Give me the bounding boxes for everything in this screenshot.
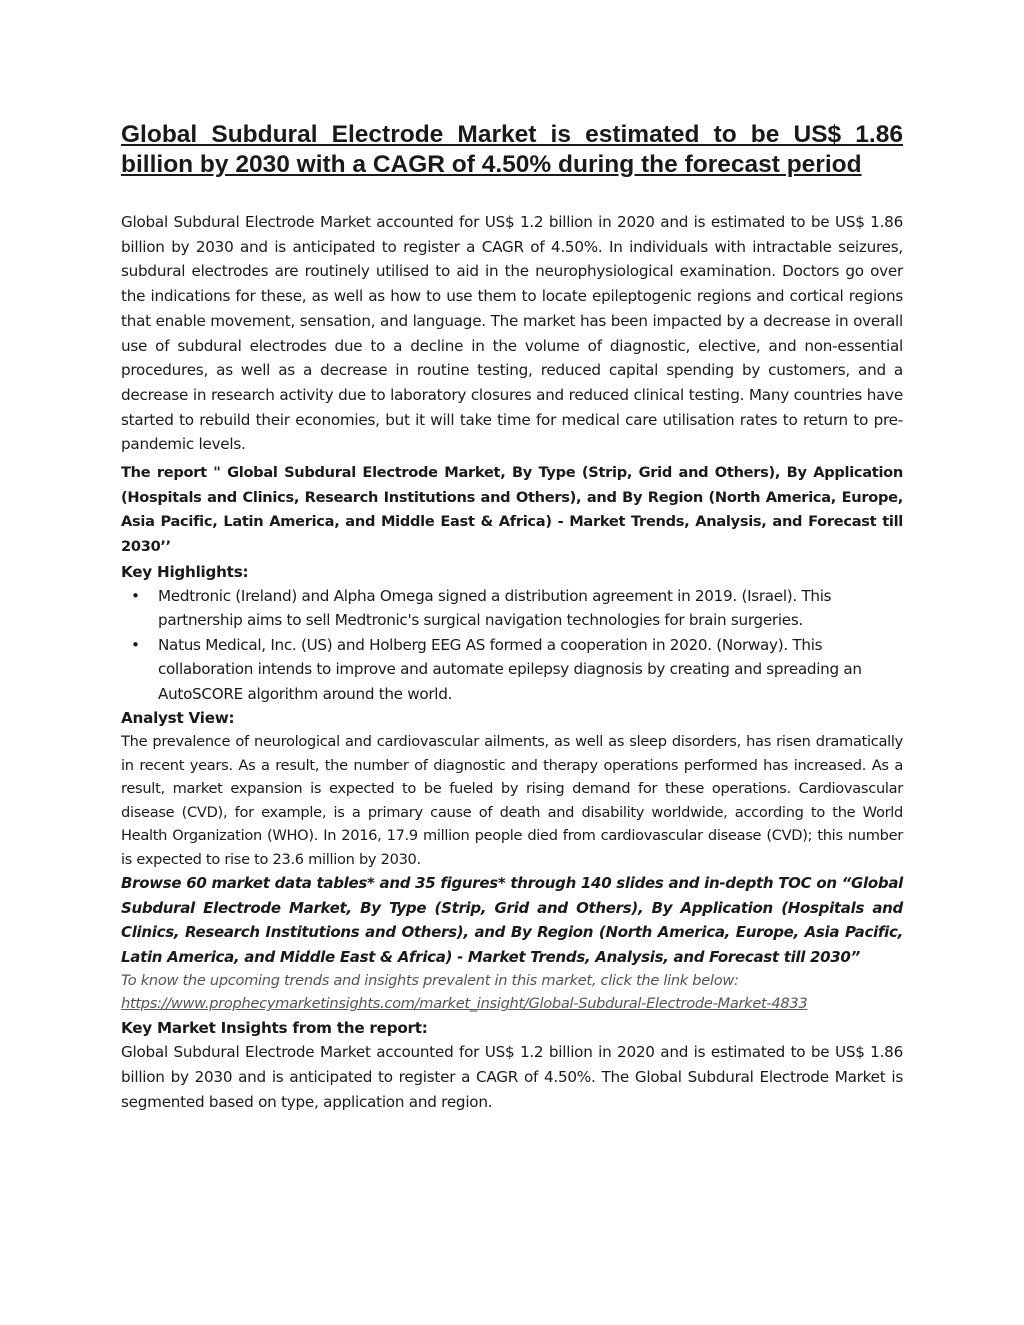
key-highlights-heading: Key Highlights: <box>121 562 249 581</box>
key-highlights-list <box>121 584 903 707</box>
browse-paragraph: Browse 60 market data tables* and 35 figures* through 140 slides and in-depth TOC on “Global Subdural Electrode Market, By Type (Strip, Grid and Others), By Application (Hospitals and Clinics, Research Institutions and Others), and By Region (North America, Europe, Asia Pacific, Latin America, and Middle East & Africa) - Market Trends, Analysis, and Forecast till 2030” <box>121 874 903 966</box>
report-title-paragraph: The report " Global Subdural Electrode Market, By Type (Strip, Grid and Others), By Application (Hospitals and Clinics, Research Institutions and Others), and By Region (North America, Europe, Asia Pacific, Latin America, and Middle East & Africa) - Market Trends, Analysis, and Forecast till 2030’’ <box>121 464 903 556</box>
key-insights-heading: Key Market Insights from the report: <box>121 1019 428 1038</box>
analyst-view-paragraph: The prevalence of neurological and cardiovascular ailments, as well as sleep disorders, has risen dramatically in recent years. As a result, the number of diagnostic and therapy operations performed has increased. As a result, market expansion is expected to be fueled by rising demand for these operations. Cardiovascular disease (CVD), for example, is a primary cause of death and disability worldwide, according to the World Health Organization (WHO). In 2016, 17.9 million people died from cardiovascular disease (CVD); this number is expected to rise to 23.6 million by 2030. <box>121 733 903 868</box>
list-item-text: Natus Medical, Inc. (US) and Holberg EEG AS formed a cooperation in 2020. (Norway). This collaboration intends to improve and automate epilepsy diagnosis by creating and spreading an AutoSCORE algorithm around the world. <box>158 635 862 703</box>
bullet-icon: • <box>131 635 140 654</box>
cta-text: To know the upcoming trends and insights prevalent in this market, click the link below: <box>121 972 739 990</box>
bullet-icon: • <box>131 586 140 605</box>
list-item-text: Medtronic (Ireland) and Alpha Omega signed a distribution agreement in 2019. (Israel). This partnership aims to sell Medtronic's surgical navigation technologies for brain surgeries. <box>158 586 832 630</box>
list-item <box>121 633 903 707</box>
document-page <box>121 120 903 1114</box>
intro-paragraph: Global Subdural Electrode Market accounted for US$ 1.2 billion in 2020 and is estimated to be US$ 1.86 billion by 2030 and is anticipated to register a CAGR of 4.50%. In individuals with intractable seizures, subdural electrodes are routinely utilised to aid in the neurophysiological examination. Doctors go over the indications for these, as well as how to use them to locate epileptogenic regions and cortical regions that enable movement, sensation, and language. The market has been impacted by a decrease in overall use of subdural electrodes due to a decline in the volume of diagnostic, elective, and non-essential procedures, as well as a decrease in routine testing, reduced capital spending by customers, and a decrease in research activity due to laboratory closures and reduced clinical testing. Many countries have started to rebuild their economies, but it will take time for medical care utilisation rates to return to pre-pandemic levels. <box>121 213 903 454</box>
page-title: Global Subdural Electrode Market is estimated to be US$ 1.86 billion by 2030 with a CAGR of 4.50% during the forecast period <box>121 121 903 178</box>
analyst-view-heading: Analyst View: <box>121 709 235 728</box>
market-insight-link[interactable]: https://www.prophecymarketinsights.com/market_insight/Global-Subdural-Electrode-Market-4833 <box>121 995 808 1013</box>
list-item <box>121 584 903 633</box>
key-insights-paragraph: Global Subdural Electrode Market accounted for US$ 1.2 billion in 2020 and is estimated to be US$ 1.86 billion by 2030 and is anticipated to register a CAGR of 4.50%. The Global Subdural Electrode Market is segmented based on type, application and region. <box>121 1043 903 1111</box>
